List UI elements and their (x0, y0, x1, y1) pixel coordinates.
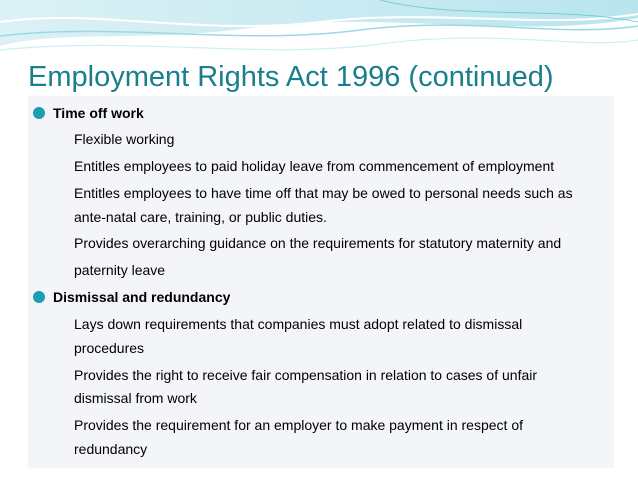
sub-line: Flexible working (74, 131, 175, 147)
slide-title: Employment Rights Act 1996 (continued) (28, 61, 554, 93)
content-panel (28, 96, 614, 468)
sub-line: Provides overarching guidance on the requirements for statutory maternity and (74, 235, 562, 251)
bullet-dot-icon (33, 291, 45, 303)
sub-line: ante-natal care, training, or public duties. (74, 209, 327, 225)
sub-line: Provides the requirement for an employer to make payment in respect of (74, 417, 523, 433)
sub-line: dismissal from work (74, 390, 197, 406)
bullet-heading: Dismissal and redundancy (53, 289, 231, 305)
sub-line: procedures (74, 340, 145, 356)
sub-line: Lays down requirements that companies must adopt related to dismissal (74, 316, 523, 332)
sub-line: paternity leave (74, 262, 166, 278)
sub-line: Provides the right to receive fair compensation in relation to cases of unfair (74, 367, 538, 383)
sub-line: Entitles employees to have time off that may be owed to personal needs such as (74, 185, 573, 201)
bullet-heading: Time off work (53, 105, 144, 121)
sub-line: redundancy (74, 441, 148, 457)
sub-line: Entitles employees to paid holiday leave from commencement of employment (74, 158, 555, 174)
bullet-dot-icon (33, 107, 45, 119)
